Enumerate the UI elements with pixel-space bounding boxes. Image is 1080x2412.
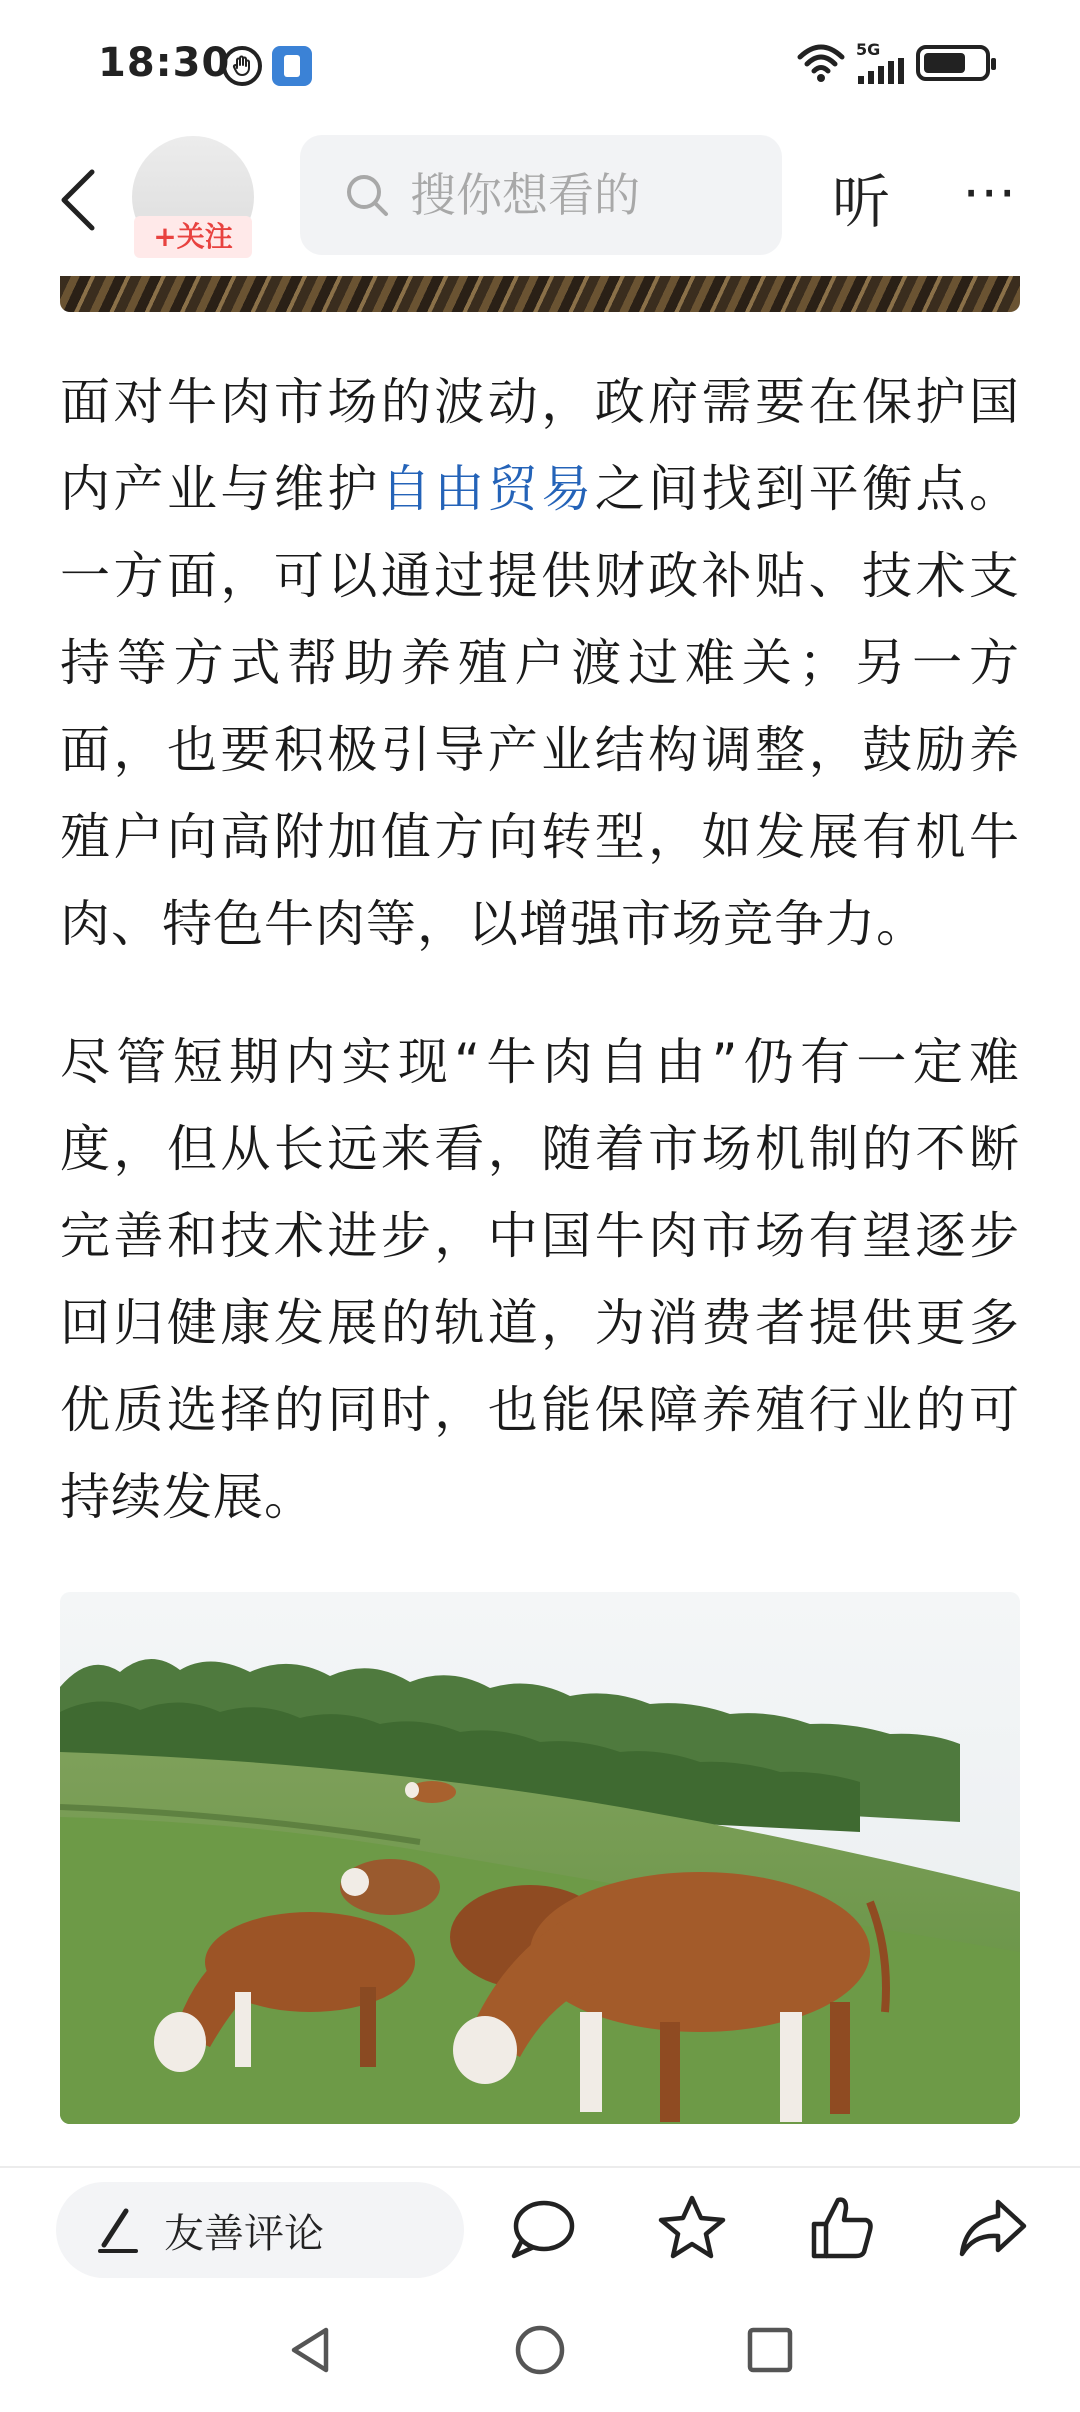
triangle-back-icon bbox=[282, 2322, 338, 2378]
status-time: 18:30 bbox=[98, 40, 231, 86]
article-content bbox=[0, 276, 1080, 2168]
bottom-toolbar bbox=[0, 2168, 1080, 2294]
search-bar[interactable] bbox=[300, 135, 782, 255]
back-button[interactable] bbox=[48, 160, 108, 240]
listen-button[interactable]: 听 bbox=[832, 168, 891, 236]
status-right-icons bbox=[796, 42, 990, 84]
favorite-button[interactable] bbox=[652, 2188, 732, 2268]
search-icon bbox=[342, 170, 392, 220]
paragraph-1 bbox=[60, 359, 1020, 968]
app-notification-icon bbox=[272, 46, 312, 86]
like-button[interactable] bbox=[802, 2188, 882, 2268]
system-home-button[interactable] bbox=[510, 2320, 570, 2380]
pen-icon bbox=[96, 2205, 140, 2255]
search-input[interactable] bbox=[410, 168, 770, 222]
paragraph-2: 尽管短期内实现“牛肉自由”仍有一定难度，但从长远来看，随着市场机制的不断完善和技术进步，中国牛肉市场有望逐步回归健康发展的轨道，为消费者提供更多优质选择的同时，也能保障养殖行业的可持续发展。 bbox=[60, 1033, 1020, 1526]
star-icon bbox=[656, 2192, 728, 2264]
cattle-grazing-image bbox=[60, 1592, 1020, 2124]
cattle-grazing-photo[interactable] bbox=[60, 1592, 1020, 2124]
article-image-top[interactable] bbox=[60, 276, 1020, 312]
signal-group bbox=[856, 42, 906, 84]
like-icon bbox=[806, 2192, 878, 2264]
system-navigation-bar bbox=[0, 2294, 1080, 2412]
author-avatar-wrap[interactable] bbox=[132, 136, 254, 258]
follow-button[interactable]: +关注 bbox=[134, 216, 252, 258]
hand-icon bbox=[222, 46, 262, 86]
square-recents-icon bbox=[742, 2322, 798, 2378]
comment-button[interactable] bbox=[502, 2188, 582, 2268]
system-recents-button[interactable] bbox=[740, 2320, 800, 2380]
status-bar bbox=[0, 0, 1080, 130]
chevron-left-icon bbox=[58, 168, 98, 232]
share-button[interactable] bbox=[952, 2188, 1032, 2268]
more-button[interactable]: ⋯ bbox=[962, 160, 1018, 223]
system-back-button[interactable] bbox=[280, 2320, 340, 2380]
free-trade-link[interactable]: 自由贸易 bbox=[380, 460, 595, 518]
signal-icon bbox=[856, 58, 906, 84]
comment-icon bbox=[506, 2192, 578, 2264]
paragraph-1-text: 面对牛肉市场的波动，政府需要在保护国内产业与维护 bbox=[60, 373, 1020, 518]
share-icon bbox=[956, 2192, 1028, 2264]
status-left-icons bbox=[222, 46, 312, 86]
battery-level bbox=[924, 53, 965, 73]
top-nav-bar bbox=[0, 130, 1080, 280]
circle-home-icon bbox=[512, 2322, 568, 2378]
battery-icon bbox=[916, 45, 990, 81]
wifi-icon bbox=[796, 43, 846, 83]
comment-input-label: 友善评论 bbox=[164, 2210, 324, 2257]
comment-input-button[interactable] bbox=[56, 2182, 464, 2278]
paragraph-1-text-continued: 之间找到平衡点。一方面，可以通过提供财政补贴、技术支持等方式帮助养殖户渡过难关；另一方面，也要积极引导产业结构调整，鼓励养殖户向高附加值方向转型，如发展有机牛肉、特色牛肉等，以增强市场竞争力。 bbox=[60, 460, 1021, 953]
network-label: 5G bbox=[856, 40, 881, 59]
